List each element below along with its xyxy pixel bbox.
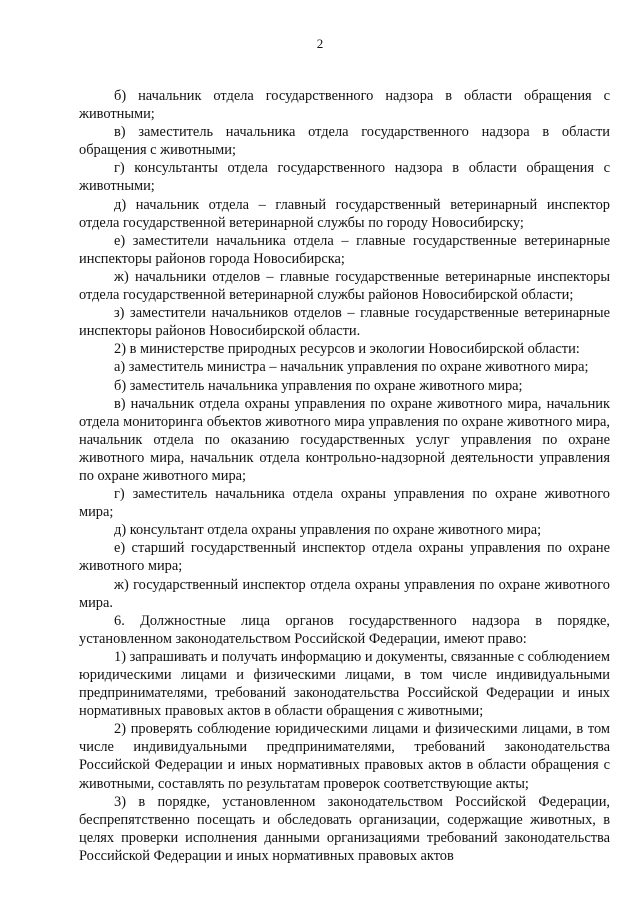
right-2-check-compliance: 2) проверять соблюдение юридическими лицами и физическими лицами, в том числе индивидуальными предпринимателями, требований законодательства Российской Федерации и иных нормативных правовых актов в области обращения с животными, составлять по результатам проверок соответствующие акты; — [79, 721, 610, 792]
list-item-zh-state-inspector: ж) государственный инспектор отдела охраны управления по охране животного мира. — [79, 576, 610, 611]
list-item-v-deputy-head-of-supervision-dept: в) заместитель начальника отдела государственного надзора в области обращения с животными; — [79, 124, 610, 159]
page-number: 2 — [316, 36, 324, 51]
list-item-d-chief-vet-inspector-city: д) начальник отдела – главный государственный ветеринарный инспектор отдела государственной ветеринарной службы по городу Новосибирску; — [79, 196, 610, 231]
list-item-e-senior-state-inspector: е) старший государственный инспектор отдела охраны управления по охране животного мира; — [79, 540, 610, 575]
list-item-a-deputy-minister: а) заместитель министра – начальник управления по охране животного мира; — [114, 359, 589, 376]
right-3-visit-organizations: 3) в порядке, установленном законодательством Российской Федерации, беспрепятственно посещать и обследовать организации, содержащие животных, в целях проверки исполнения данными организациями требований законодательства Российской Федерации и иных нормативных правовых актов — [79, 793, 610, 864]
list-item-v-heads-of-departments: в) начальник отдела охраны управления по охране животного мира, начальник отдела мониторинга объектов животного мира управления по охране животного мира, начальник отдела по оказанию государственных услуг управления по охране животного мира, начальник отдела контрольно-надзорной деятельности управления по охране животного мира; — [79, 395, 610, 484]
list-item-e-deputy-vet-inspectors-city: е) заместители начальника отдела – главные государственные ветеринарные инспекторы районов города Новосибирска; — [79, 232, 610, 267]
list-item-g-consultants: г) консультанты отдела государственного надзора в области обращения с животными; — [79, 160, 610, 195]
clause-6-officials-rights: 6. Должностные лица органов государственного надзора в порядке, установленном законодательством Российской Федерации, имеют право: — [79, 612, 610, 647]
right-1-request-information: 1) запрашивать и получать информацию и документы, связанные с соблюдением юридическими лицами и физическими лицами, в том числе индивидуальными предпринимателями, требований законодательства Российской Федерации и иных нормативных правовых актов в области обращения с животными; — [79, 648, 610, 720]
list-item-z-deputy-vet-inspectors-region: з) заместители начальников отделов – главные государственные ветеринарные инспекторы районов Новосибирской области. — [79, 305, 610, 340]
list-item-b-deputy-head-wildlife: б) заместитель начальника управления по охране животного мира; — [114, 377, 523, 394]
list-item-g-deputy-head-protection: г) заместитель начальника отдела охраны управления по охране животного мира; — [79, 486, 610, 521]
section-2-ministry-natural-resources: 2) в министерстве природных ресурсов и экологии Новосибирской области: — [114, 341, 580, 358]
document-body — [79, 87, 610, 865]
list-item-zh-chief-vet-inspectors-region: ж) начальники отделов – главные государственные ветеринарные инспекторы отдела государственной ветеринарной службы районов Новосибирской области; — [79, 268, 610, 304]
list-item-b-head-of-supervision-dept: б) начальник отдела государственного надзора в области обращения с животными; — [79, 88, 610, 123]
list-item-d-consultant-protection: д) консультант отдела охраны управления по охране животного мира; — [114, 522, 542, 539]
